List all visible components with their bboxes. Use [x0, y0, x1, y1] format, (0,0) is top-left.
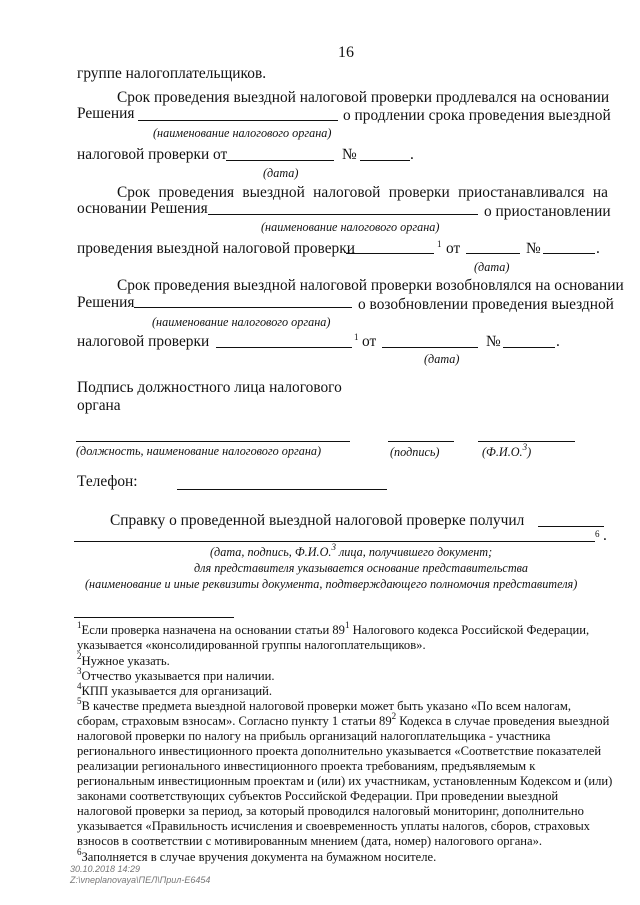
extended-authority-hint: (наименование налогового органа)	[153, 126, 332, 140]
suspended-line-3a: проведения выездной налоговой проверки	[77, 240, 355, 257]
footnote-4: $^4$КПП указывается для организаций.	[77, 681, 273, 698]
resumed-period: .	[556, 333, 560, 350]
resumed-authority-field-2[interactable]	[216, 347, 352, 348]
suspended-authority-field[interactable]	[208, 214, 478, 215]
footnote-5-line-8: налоговой проверки за период, за который проводился налоговый мониторинг, дополнительно	[77, 804, 584, 818]
position-hint: (должность, наименование налогового органа)	[76, 444, 322, 458]
footnote-3: $^3$Отчество указывается при наличии.	[77, 666, 275, 683]
received-line-1: Справку о проведенной выездной налоговой проверке получил	[110, 512, 525, 529]
footnote-5-line-7: законами соответствующих субъектов Российской Федерации. При проведении выездной	[77, 789, 559, 803]
extended-authority-field[interactable]	[138, 120, 338, 121]
footnote-1: $^1$Если проверка назначена на основании статьи $89^1$ Налогового кодекса Российской Федерации,	[77, 620, 590, 637]
suspended-footnote-1: 1	[437, 239, 442, 249]
sign-hint: (подпись)	[390, 445, 440, 459]
fio-hint: (Ф.И.О.$^3$)	[482, 442, 532, 459]
extended-date-field[interactable]	[226, 160, 334, 161]
resumed-footnote-1: 1	[354, 332, 359, 342]
footnote-6: $^6$Заполняется в случае вручения документа на бумажном носителе.	[77, 847, 437, 864]
suspended-line-1: Срок проведения выездной налоговой проверки приостанавливался на	[117, 184, 608, 201]
resumed-number-field[interactable]	[503, 347, 555, 348]
extended-line-2b: о продлении срока проведения выездной	[343, 107, 611, 124]
suspended-authority-field-2[interactable]	[346, 253, 434, 254]
resumed-line-3a: налоговой проверки	[77, 333, 210, 350]
received-hint-3: (наименование и иные реквизиты документа, подтверждающего полномочия представителя)	[85, 577, 578, 591]
footnote-5-line-3: налоговой проверки по налогу на прибыль организаций налогоплательщика - участника	[77, 729, 551, 743]
footnote-5-line-9: указывается «Правильность исчисления и своевременность уплаты налогов, сборов, страховых	[77, 819, 590, 833]
extended-line-2a: Решения	[77, 105, 135, 122]
suspended-line-2a: основании Решения	[77, 200, 208, 217]
sign-field[interactable]	[388, 441, 454, 442]
resumed-date-field[interactable]	[382, 347, 478, 348]
suspended-from: от	[446, 240, 461, 257]
footnote-2: $^2$Нужное указать.	[77, 651, 170, 668]
extended-number-field[interactable]	[360, 160, 410, 161]
extended-line-1: Срок проведения выездной налоговой проверки продлевался на основании	[117, 89, 610, 106]
footnote-5-line-2: сборам, страховым взносам». Согласно пункту 1 статьи $89^2$ Кодекса в случае проведения выездной	[77, 711, 610, 728]
received-hint-1: (дата, подпись, Ф.И.О.$^3$ лица, получившего документ;	[210, 542, 493, 559]
extended-line-3a: налоговой проверки от	[77, 146, 228, 163]
position-field[interactable]	[76, 441, 350, 442]
suspended-authority-hint: (наименование налогового органа)	[261, 220, 440, 234]
resumed-from: от	[362, 333, 377, 350]
footnote-separator	[74, 617, 234, 618]
received-footnote-6: 6	[595, 529, 600, 539]
page-number: 16	[338, 44, 354, 61]
suspended-line-2b: о приостановлении	[484, 203, 611, 220]
signature-label-2: органа	[77, 397, 121, 414]
print-stamp-line-2: Z:\vneplanovaya\ПЕЛ\Прил-E6454	[70, 875, 211, 885]
footnote-5-line-4: регионального инвестиционного проекта дополнительно указывается «Соответствие показателей	[77, 744, 602, 758]
resumed-date-hint: (дата)	[424, 352, 460, 366]
received-field-1[interactable]	[538, 526, 604, 527]
footnote-1-cont: указывается «консолидированной группы налогоплательщиков».	[77, 638, 426, 652]
resumed-authority-hint: (наименование налогового органа)	[152, 315, 331, 329]
received-hint-2: для представителя указывается основание представительства	[194, 561, 528, 575]
footnote-5-line-6: региональным инвестиционным проектам и (или) их участникам, установленным Кодексом и (или)	[77, 774, 613, 788]
print-stamp-line-1: 30.10.2018 14:29	[70, 864, 141, 874]
resumed-line-2a: Решения	[77, 294, 135, 311]
resumed-authority-field[interactable]	[134, 307, 352, 308]
suspended-period: .	[596, 240, 600, 257]
suspended-number-field[interactable]	[543, 253, 595, 254]
intro-text: группе налогоплательщиков.	[77, 65, 267, 82]
extended-period: .	[410, 146, 414, 163]
footnote-5-line-5: реализации регионального инвестиционного проекта требованиям, предъявляемым к	[77, 759, 536, 773]
phone-label: Телефон:	[77, 473, 138, 490]
footnote-5-line-10: взносов в соответствии с мотивированным мнением (дата, номер) налогового органа».	[77, 834, 543, 848]
received-period: .	[603, 527, 607, 544]
suspended-number-sign: №	[526, 240, 541, 257]
resumed-line-1: Срок проведения выездной налоговой проверки возобновлялся на основании	[117, 277, 624, 294]
footnote-5-line-1: $^5$В качестве предмета выездной налоговой проверки может быть указано «По всем налогам,	[77, 696, 571, 713]
resumed-number-sign: №	[486, 333, 501, 350]
extended-date-hint: (дата)	[263, 166, 299, 180]
signature-label-1: Подпись должностного лица налогового	[77, 379, 342, 396]
suspended-date-hint: (дата)	[474, 260, 510, 274]
phone-field[interactable]	[177, 489, 387, 490]
resumed-line-2b: о возобновлении проведения выездной	[358, 296, 614, 313]
extended-number-sign: №	[342, 146, 357, 163]
suspended-date-field[interactable]	[466, 253, 520, 254]
